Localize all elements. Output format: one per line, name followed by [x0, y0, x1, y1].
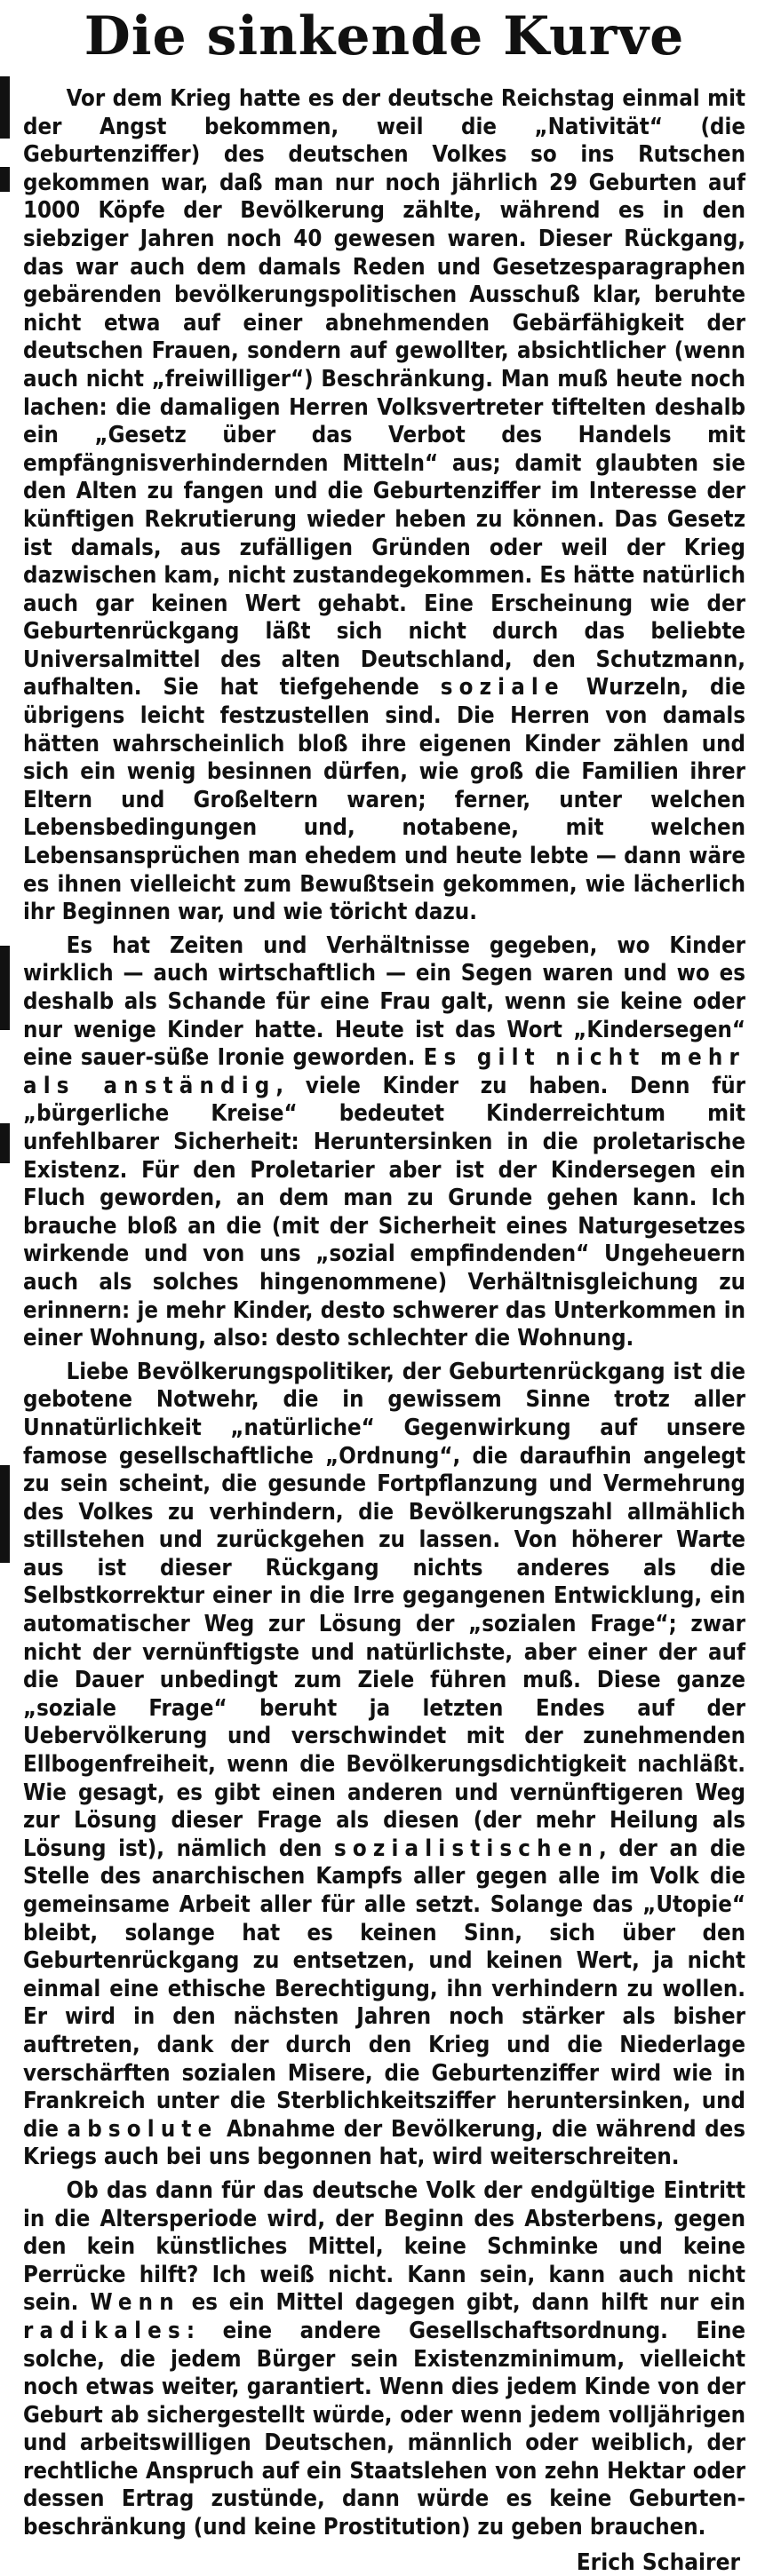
- scan-margin-mark: [0, 167, 10, 192]
- scan-margin-mark: [0, 76, 10, 139]
- article-paragraph: [23, 932, 745, 1353]
- emphasized-text: Es gilt nicht mehr als anständig: [23, 1044, 746, 1099]
- emphasized-text: absolute: [67, 2115, 219, 2143]
- text-segment: Liebe Bevölkerungspolitiker, der Geburtenrückgang ist die gebotene Notwehr, die in gewissem Sinne trotz aller Unnatürlichkeit „natürliche“ Gegenwirkung auf unsere famose gesellschaftliche „Ordnung“, die daraufhin angelegt zu sein scheint, die gesunde Fortpflanzung und Vermehrung des Volkes zu verhindern, die Bevölkerungszahl allmählich stillstehen und zurückgehen zu lassen. Von höherer Warte aus ist dieser Rückgang nichts anderes als die Selbstkorrektur einer in die Irre gegangenen Entwicklung, ein automatischer Weg zur Lösung der „sozialen Frage“; zwar nicht der vernünftigste und natürlichste, aber einer der auf die Dauer unbedingt zum Ziele führen muß. Diese ganze „soziale Frage“ beruht ja letzten Endes auf der Uebervölkerung und verschwindet mit der zunehmenden Ellbogenfreiheit, wenn die Bevölkerungsdichtigkeit nachläßt. Wie gesagt, es gibt einen anderen und vernünftigeren Weg zur Lösung dieser Frage als diesen (der mehr Heilung als Lösung ist), nämlich den: [23, 1358, 745, 1862]
- text-segment: Vor dem Krieg hatte es der deutsche Reichstag einmal mit der Angst bekommen, weil die „Nativität“ (die Geburtenziffer) des deutschen Volkes so ins Rutschen gekommen war, daß man nur noch jährlich 29 Geburten auf 1000 Köpfe der Bevölkerung zählte, während es in den siebziger Jahren noch 40 gewesen waren. Dieser Rückgang, das war auch dem damals Reden und Gesetzesparagraphen gebärenden bevölkerungspolitischen Ausschuß klar, beruhte nicht etwa auf einer abnehmenden Gebärfähigkeit der deutschen Frauen, sondern auf gewollter, absichtlicher (wenn auch nicht „freiwilliger“) Beschränkung. Man muß heute noch lachen: die damaligen Herren Volksvertreter tiftelten deshalb ein „Gesetz über das Verbot des Handels mit empfängnisverhindernden Mitteln“ aus; damit glaubten sie den Alten zu fangen und die Geburtenziffer im Interesse der künftigen Rekrutierung wieder heben zu können. Das Gesetz ist damals, aus zufälligen Gründen oder weil der Krieg dazwischen kam, nicht zustandegekommen. Es hätte natürlich auch gar keinen Wert gehabt. Eine Erscheinung wie der Geburtenrückgang läßt sich nicht durch das beliebte Universalmittel des alten Deutschland, den Schutzmann, aufhalten. Sie hat tiefgehende: [23, 85, 745, 701]
- text-segment: Es hat Zeiten und Verhältnisse gegeben, wo Kinder wirklich — auch wirtschaftlich — ein Segen waren und wo es deshalb als Schande für eine Frau galt, wenn sie keine oder nur wenige Kinder hatte. Heute ist das Wort „Kindersegen“ eine sauer-süße Ironie geworden.: [23, 931, 745, 1072]
- text-segment: Abnahme der Bevölkerung, die während des Kriegs auch bei uns begonnen hat, wird weiterschreiten.: [23, 2115, 745, 2171]
- text-segment: : eine andere Gesellschaftsordnung. Eine solche, die jedem Bürger sein Existenzminimum, vielleicht noch etwas weiter, garantiert. Wenn dies jedem Kinde von der Geburt ab sichergestellt würde, oder wenn jedem volljährigen und arbeitswilligen Deutschen, männlich oder weiblich, der rechtliche Anspruch auf ein Staatslehen von zehn Hektar oder dessen Ertrag zustünde, dann würde es keine Geburtenbeschränkung (und keine Prostitution) zu geben brauchen.: [23, 2317, 745, 2541]
- emphasized-text: sozialistischen: [334, 1835, 600, 1862]
- emphasized-text: radikales: [23, 2317, 187, 2344]
- text-segment: es ein Mittel dagegen gibt, dann hilft nur ein: [179, 2289, 745, 2317]
- text-segment: Wurzeln, die übrigens leicht festzustellen sind. Die Herren von damals hätten wahrscheinlich bloß ihre eigenen Kinder zählen und sich ein wenig besinnen dürfen, wie groß die Familien ihrer Eltern und Großeltern waren; ferner, unter welchen Lebensbedingungen und, notabene, mit welchen Lebensansprüchen man ehedem und heute lebte — dann wäre es ihnen vielleicht zum Bewußtsein gekommen, wie lächerlich ihr Beginnen war, und wie töricht dazu.: [23, 674, 745, 926]
- emphasized-text: soziale: [440, 674, 565, 701]
- text-segment: , der an die Stelle des anarchischen Kampfs aller gegen alle im Volk die gemeinsame Arbeit aller für alle setzt. Solange das „Utopie“ bleibt, solange hat es keinen Sinn, sich über den Geburtenrückgang zu entsetzen, und keinen Wert, ja nicht einmal eine ethische Berechtigung, ihn verhindern zu wollen. Er wird in den nächsten Jahren noch stärker als bisher auftreten, dank der durch den Krieg und die Niederlage verschärften sozialen Misere, die Geburtenziffer wird wie in Frankreich unter die Sterblichkeitsziffer heruntersinken, und die: [23, 1835, 745, 2143]
- text-segment: , viele Kinder zu haben. Denn für „bürgerliche Kreise“ bedeutet Kinderreichtum mit unfehlbarer Sicherheit: Heruntersinken in die proletarische Existenz. Für den Proletarier aber ist der Kindersegen ein Fluch geworden, an dem man zu Grunde gehen kann. Ich brauche bloß an die (mit der Sicherheit eines Naturgesetzes wirkende und von uns „sozial empfindenden“ Ungeheuern auch als solches hingenommene) Verhältnisgleichung zu erinnern: je mehr Kinder, desto schwerer das Unterkommen in einer Wohnung, also: desto schlechter die Wohnung.: [23, 1072, 745, 1352]
- article-body: [23, 85, 745, 2542]
- article-paragraph: [23, 85, 745, 927]
- text-segment: Ob das dann für das deutsche Volk der endgültige Eintritt in die Altersperiode wird, der Beginn des Absterbens, gegen den kein künstliches Mittel, keine Schminke und keine Perrücke hilft? Ich weiß nicht. Kann sein, kann auch nicht sein.: [23, 2176, 745, 2317]
- scan-margin-mark: [0, 1123, 10, 1163]
- article-headline: Die sinkende Kurve: [84, 5, 685, 67]
- scan-margin-mark: [0, 1465, 10, 1563]
- article-paragraph: [23, 2177, 745, 2542]
- author-signature: Erich Schairer: [576, 2548, 740, 2576]
- emphasized-text: Wenn: [90, 2289, 180, 2317]
- article-paragraph: [23, 1359, 745, 2172]
- scan-margin-mark: [0, 946, 10, 1030]
